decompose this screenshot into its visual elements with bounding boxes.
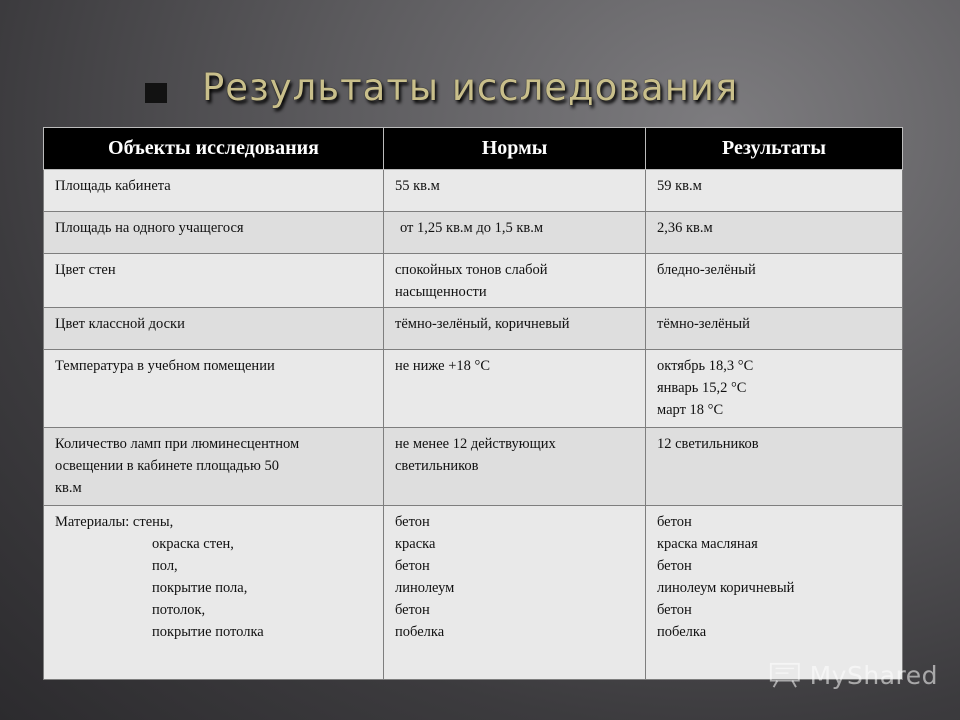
cell-text: бледно-зелёный (657, 262, 756, 278)
watermark-text: MyShared (809, 660, 938, 690)
cell-result (646, 506, 903, 680)
cell-text: 59 кв.м (657, 178, 702, 194)
cell-text: не ниже +18 °С (395, 358, 491, 374)
cell-text: Площадь кабинета (55, 178, 171, 194)
cell-text: от 1,25 кв.м до 1,5 кв.м (400, 220, 544, 236)
table-row (44, 428, 903, 506)
cell-norm (384, 506, 646, 680)
cell-text: бетон (657, 602, 692, 618)
table-header-row (44, 128, 903, 170)
table-row (44, 170, 903, 212)
cell-text: 12 светильников (657, 436, 759, 452)
table-row (44, 308, 903, 350)
cell-result (646, 308, 903, 350)
cell-object (44, 170, 384, 212)
cell-text: январь 15,2 °С (657, 380, 747, 396)
classroom-icon (768, 661, 802, 689)
cell-text: Цвет классной доски (55, 316, 185, 332)
cell-text: пол, (152, 558, 178, 574)
cell-text: линолеум (395, 580, 455, 596)
page-title: Результаты исследования (202, 66, 739, 109)
cell-text: март 18 °С (657, 402, 724, 418)
cell-text: покрытие пола, (152, 580, 248, 596)
cell-text: бетон (395, 514, 430, 530)
column-header-results: Результаты (646, 128, 903, 170)
cell-text: освещении в кабинете площадью 50 (55, 458, 280, 474)
cell-object (44, 350, 384, 428)
cell-text: краска (395, 536, 436, 552)
cell-norm (384, 308, 646, 350)
cell-object (44, 428, 384, 506)
cell-text: не менее 12 действующих (395, 436, 556, 452)
cell-norm (384, 428, 646, 506)
cell-text: тёмно-зелёный, коричневый (395, 316, 570, 332)
cell-text: светильников (395, 458, 479, 474)
cell-text: окраска стен, (152, 536, 234, 552)
cell-text: бетон (395, 602, 430, 618)
cell-result (646, 350, 903, 428)
watermark (768, 658, 938, 692)
cell-object (44, 212, 384, 254)
cell-result (646, 212, 903, 254)
cell-text: бетон (657, 558, 692, 574)
cell-object (44, 254, 384, 308)
cell-text: покрытие потолка (152, 624, 264, 640)
cell-object (44, 308, 384, 350)
cell-text: линолеум коричневый (657, 580, 795, 596)
cell-text: бетон (657, 514, 692, 530)
table-row (44, 350, 903, 428)
cell-norm (384, 350, 646, 428)
decorative-square (145, 83, 167, 103)
cell-text: Количество ламп при люминесцентном (55, 436, 300, 452)
cell-text: краска масляная (657, 536, 758, 552)
cell-text: 2,36 кв.м (657, 220, 713, 236)
cell-text: Материалы: стены, (55, 514, 174, 530)
cell-object (44, 506, 384, 680)
cell-text: Температура в учебном помещении (55, 358, 275, 374)
cell-text: кв.м (55, 480, 82, 496)
cell-result (646, 254, 903, 308)
cell-text: Площадь на одного учащегося (55, 220, 244, 236)
cell-result (646, 170, 903, 212)
cell-norm (384, 254, 646, 308)
cell-text: потолок, (152, 602, 206, 618)
cell-norm (384, 212, 646, 254)
cell-text: 55 кв.м (395, 178, 440, 194)
cell-text: Цвет стен (55, 262, 116, 278)
column-header-objects: Объекты исследования (44, 128, 384, 170)
cell-text: октябрь 18,3 °С (657, 358, 754, 374)
cell-result (646, 428, 903, 506)
cell-text: насыщенности (395, 284, 487, 300)
cell-norm (384, 170, 646, 212)
cell-text: побелка (657, 624, 707, 640)
cell-text: тёмно-зелёный (657, 316, 750, 332)
table-row (44, 254, 903, 308)
results-table (43, 127, 903, 680)
cell-text: побелка (395, 624, 445, 640)
table-row (44, 506, 903, 680)
column-header-norms: Нормы (384, 128, 646, 170)
cell-text: спокойных тонов слабой (395, 262, 548, 278)
cell-text: бетон (395, 558, 430, 574)
table-row (44, 212, 903, 254)
